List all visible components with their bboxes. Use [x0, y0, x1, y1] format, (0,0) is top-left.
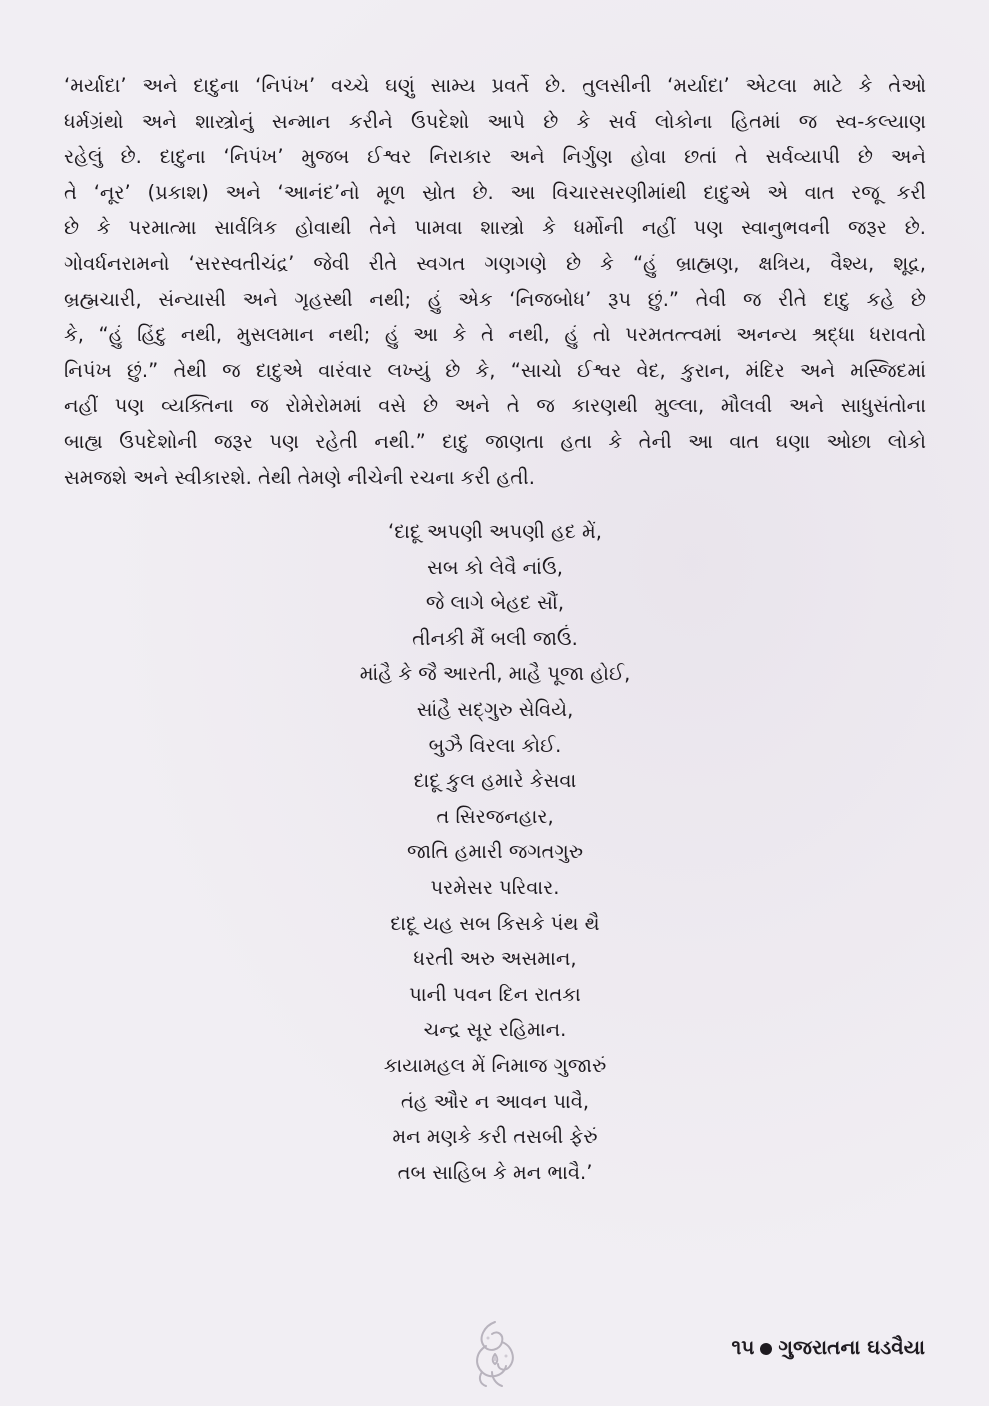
poem-line: ત સિરજનહાર,	[436, 804, 554, 828]
poem-line: ચન્દ્ર સૂર રહિમાન.	[423, 1018, 567, 1042]
poem-line: માંહૈ કે જૈ આરતી, માહૈ પૂજા હોઈ,	[359, 662, 631, 686]
poem-verse	[64, 514, 926, 1190]
prose-line: બાહ્ય ઉપદેશોની જરૂર પણ રહેતી નથી.” દાદુ જાણતા હતા કે તેની આ વાત ઘણા ઓછા લોકો	[64, 429, 926, 453]
poem-line: કાયામહલ મેં નિમાજ ગુજારું	[383, 1053, 607, 1077]
prose-line: સમજશે અને સ્વીકારશે. તેથી તેમણે નીચેની રચના કરી હતી.	[64, 465, 535, 489]
prose-line: ગોવર્ધનરામનો ‘સરસ્વતીચંદ્ર’ જેવી રીતે સ્વગત ગણગણે છે કે “હું બ્રાહ્મણ, ક્ષત્રિય, વૈશ્ય, શૂદ્ર,	[64, 251, 926, 275]
prose-line: કે, “હું હિંદુ નથી, મુસલમાન નથી; હું આ કે તે નથી, હું તો પરમતત્ત્વમાં અનન્ય શ્રદ્ધા ધરાવતો	[64, 323, 926, 347]
prose-line: ધર્મગ્રંથો અને શાસ્ત્રોનું સન્માન કરીને ઉપદેશો આપે છે કે સર્વ લોકોના હિતમાં જ સ્વ-કલ્યાણ	[64, 109, 926, 133]
poem-line: દાદૂ યહ સબ કિસકે પંથ થૈ	[390, 911, 600, 935]
prose-line: ‘મર્યાદા’ અને દાદુના ‘નિપંખ’ વચ્ચે ઘણું સામ્ય પ્રવર્તે છે. તુલસીની ‘મર્યાદા’ એટલા માટે કે તેઓ	[64, 74, 926, 97]
poem-line: તંહ ઔર ન આવન પાવૈ,	[400, 1089, 590, 1113]
book-title: ગુજરાતના ઘડવૈયા	[778, 1335, 925, 1359]
poem-line: સબ કો લેવૈ નાંઉ,	[427, 555, 563, 579]
prose-line: નિપંખ છું.” તેથી જ દાદુએ વારંવાર લખ્યું છે કે, “સાચો ઈશ્વર વેદ, કુરાન, મંદિર અને મસ્જિદમાં	[64, 358, 926, 382]
poem-line: બુઝૈ વિરલા કોઈ.	[428, 733, 562, 757]
poem-line: દાદૂ કુલ હમારે કેસવા	[413, 769, 577, 793]
poem-line: પાની પવન દિન રાતકા	[409, 982, 581, 1006]
prose-line: બ્રહ્મચારી, સંન્યાસી અને ગૃહસ્થી નથી; હું એક ‘નિજબોધ’ રૂપ છું.” તેવી જ રીતે દાદુ કહે છે	[64, 287, 926, 311]
poem-line: જે લાગે બેહદ સૌં,	[425, 591, 565, 615]
page-footer	[731, 1329, 925, 1365]
prose-line: નહીં પણ વ્યક્તિના જ રોમેરોમમાં વસે છે અને તે જ કારણથી મુલ્લા, મૌલવી અને સાધુસંતોના	[64, 394, 926, 418]
poem-line: તીનકી મૈં બલી જાઉં.	[412, 626, 578, 650]
bullet-icon	[760, 1343, 772, 1355]
floral-ornament-icon	[462, 1316, 528, 1390]
prose-paragraph	[64, 68, 926, 495]
prose-line: રહેલું છે. દાદુના ‘નિપંખ’ મુજબ ઈશ્વર નિરાકાર અને નિર્ગુણ હોવા છતાં તે સર્વવ્યાપી છે અને	[64, 145, 926, 169]
poem-line: તબ સાહિબ કે મન ભાવૈ.’	[397, 1160, 593, 1184]
prose-line: છે કે પરમાત્મા સાર્વત્રિક હોવાથી તેને પામવા શાસ્ત્રો કે ધર્મોની નહીં પણ સ્વાનુભવની જરૂર છે.	[64, 216, 926, 240]
poem-line: મન મણકે કરી તસબી ફેરું	[392, 1125, 598, 1149]
poem-line: ધરતી અરુ અસમાન,	[413, 947, 577, 971]
poem-line: જાતિ હમારી જગતગુરુ	[406, 840, 584, 864]
poem-line: સાંહૈ સદ્‌ગુરુ સેવિયે,	[416, 697, 574, 721]
poem-line: ‘દાદૂ અપણી અપણી હદ મેં,	[388, 520, 602, 543]
page-number: ૧૫	[731, 1335, 755, 1359]
poem-line: પરમેસર પરિવાર.	[430, 875, 560, 899]
prose-line: તે ‘નૂર’ (પ્રકાશ) અને ‘આનંદ’નો મૂળ સ્રોત છે. આ વિચારસરણીમાંથી દાદુએ એ વાત રજૂ કરી	[64, 180, 926, 204]
